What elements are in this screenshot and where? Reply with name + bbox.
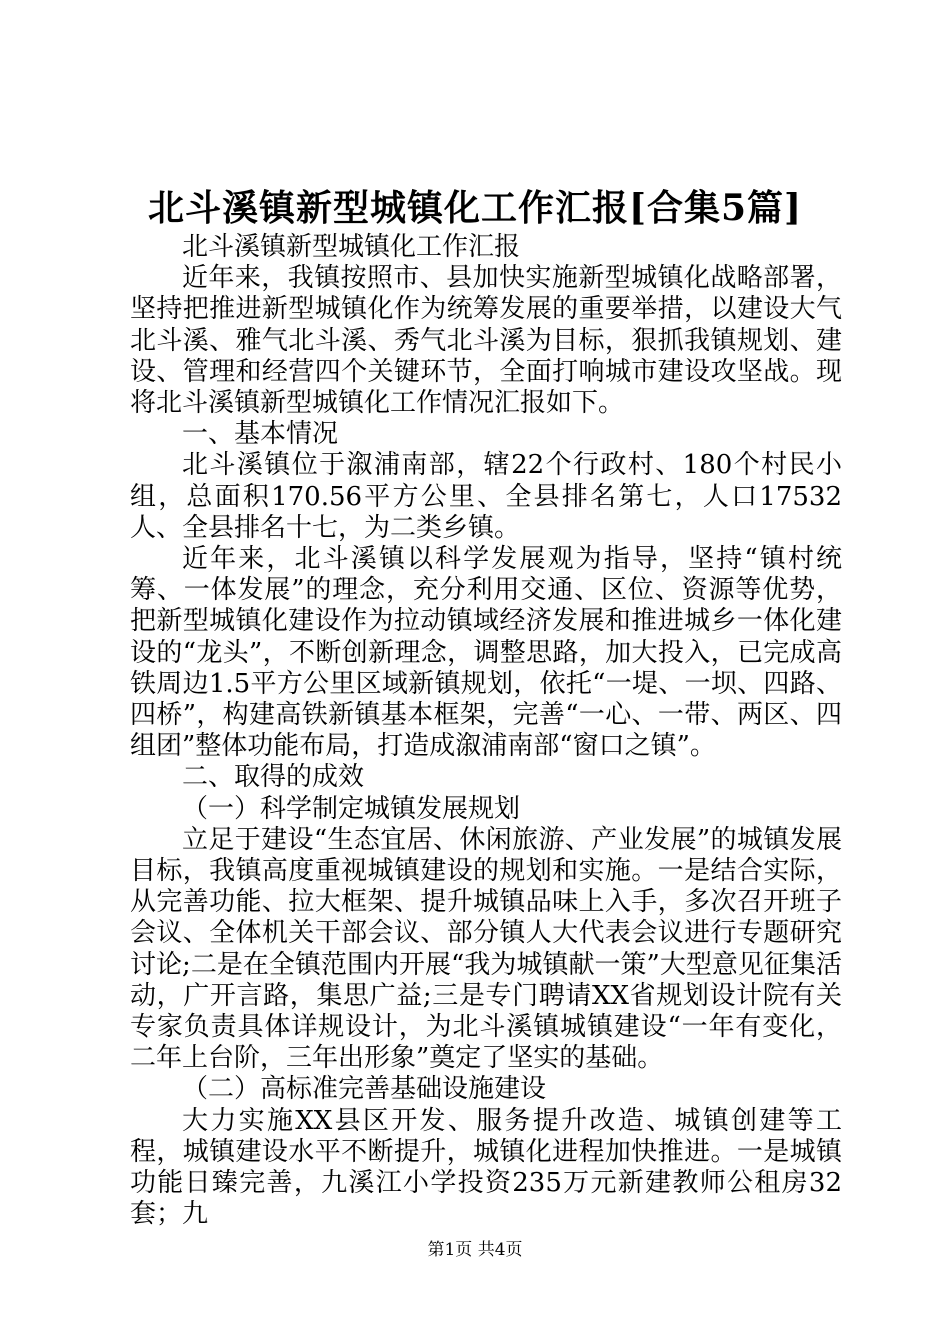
- development-paragraph: 近年来，北斗溪镇以科学发展观为指导，坚持“镇村统筹、一体发展”的理念，充分利用交通、区位、资源等优势，把新型城镇化建设作为拉动镇域经济发展和推进城乡一体化建设的“龙头”，不断创新理念，调整思路，加大投入，已完成高铁周边1.5平方公里区域新镇规划，依托“一堤、一坝、四路、四桥”，构建高铁新镇基本框架，完善“一心、一带、两区、四组团”整体功能布局，打造成溆浦南部“窗口之镇”。: [130, 544, 842, 762]
- document-body: [130, 232, 842, 1231]
- intro-paragraph: 近年来，我镇按照市、县加快实施新型城镇化战略部署，坚持把推进新型城镇化作为统筹发展的重要举措，以建设大气北斗溪、雅气北斗溪、秀气北斗溪为目标，狠抓我镇规划、建设、管理和经营四个关键环节，全面打响城市建设攻坚战。现将北斗溪镇新型城镇化工作情况汇报如下。: [130, 263, 842, 419]
- basic-situation-paragraph: 北斗溪镇位于溆浦南部，辖22个行政村、180个村民小组，总面积170.56平方公里、全县排名第七，人口17532人、全县排名十七，为二类乡镇。: [130, 450, 842, 543]
- subsection-heading-infrastructure: （二）高标准完善基础设施建设: [182, 1074, 547, 1105]
- subsection-heading-planning: （一）科学制定城镇发展规划: [182, 793, 521, 824]
- infrastructure-paragraph: 大力实施XX县区开发、服务提升改造、城镇创建等工程，城镇建设水平不断提升，城镇化进程加快推进。一是城镇功能日臻完善，九溪江小学投资235万元新建教师公租房32套；九: [130, 1105, 842, 1230]
- document-title: 北斗溪镇新型城镇化工作汇报[合集5篇]: [147, 187, 803, 229]
- page-number-footer: 第1页 共4页: [427, 1240, 523, 1260]
- section-heading-achievements: 二、取得的成效: [182, 762, 365, 793]
- planning-paragraph: 立足于建设“生态宜居、休闲旅游、产业发展”的城镇发展目标，我镇高度重视城镇建设的规划和实施。一是结合实际，从完善功能、拉大框架、提升城镇品味上入手，多次召开班子会议、全体机关干部会议、部分镇人大代表会议进行专题研究讨论;二是在全镇范围内开展“我为城镇献一策”大型意见征集活动，广开言路，集思广益;三是专门聘请XX省规划设计院有关专家负责具体详规设计，为北斗溪镇城镇建设“一年有变化，二年上台阶，三年出形象”奠定了坚实的基础。: [130, 824, 842, 1074]
- section-heading-basic-situation: 一、基本情况: [182, 419, 339, 450]
- subtitle-paragraph: 北斗溪镇新型城镇化工作汇报: [182, 232, 521, 262]
